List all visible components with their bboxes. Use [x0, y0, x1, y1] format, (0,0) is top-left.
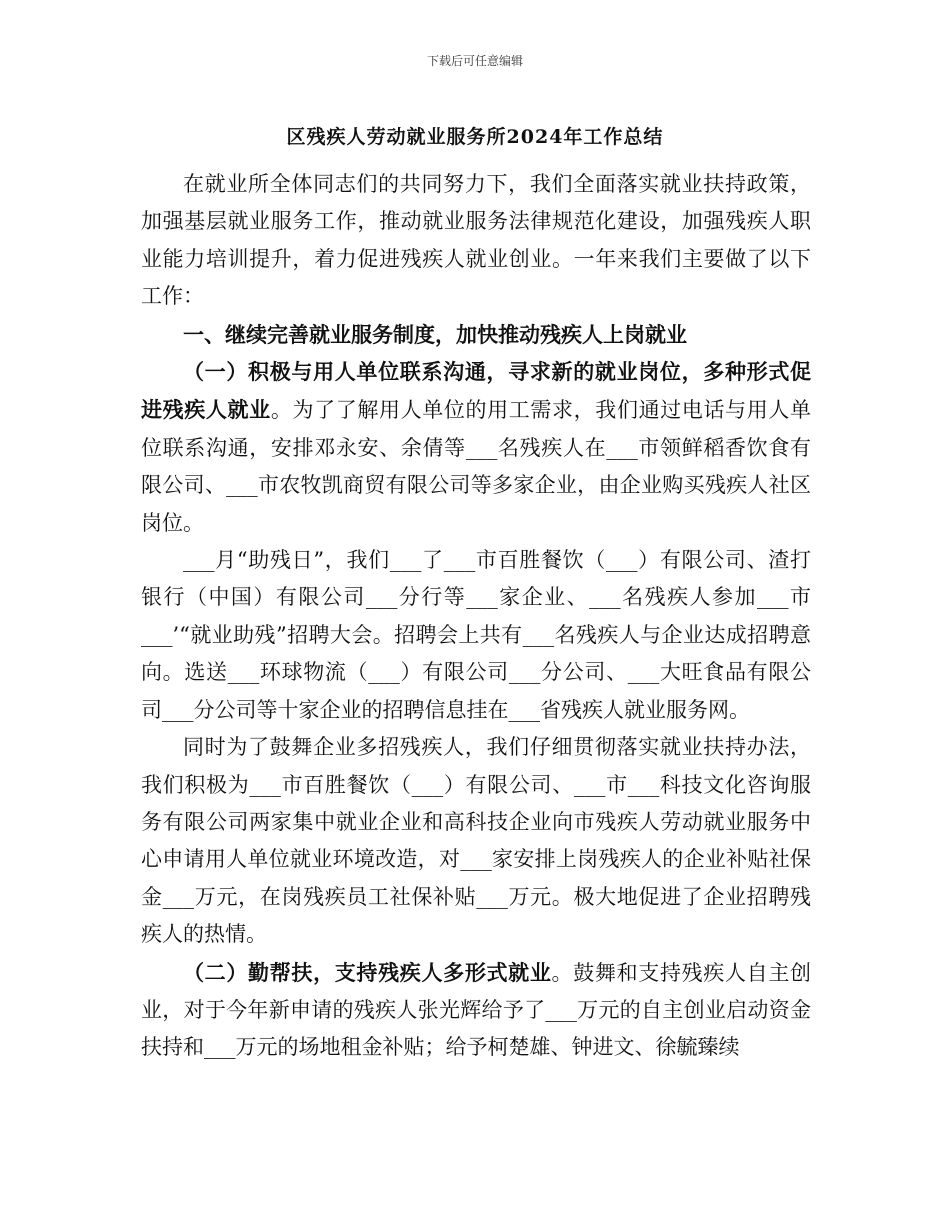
header-note: 下载后可任意编辑 — [426, 54, 523, 68]
section-heading-1: 一、继续完善就业服务制度，加快推动残疾人上岗就业 — [183, 321, 687, 347]
job-fair-paragraph: ___月“助残日”，我们___了___市百胜餐饮（___）有限公司、渣打银行（中国）有限公司___分行等___家企业、___名残疾人参加___市___’“就业助残”招聘大会。招聘会上共有___名残疾人与企业达成招聘意向。选送___环球物流（___）有限公司___分公司、___大旺食品有限公司___分公司等十家企业的招聘信息挂在___省残疾人就业服务网。 — [141, 548, 811, 722]
intro-paragraph: 在就业所全体同志们的共同努力下，我们全面落实就业扶持政策，加强基层就业服务工作，推动就业服务法律规范化建设，加强残疾人职业能力培训提升，着力促进残疾人就业创业。一年来我们主要做了以下工作： — [141, 172, 811, 309]
subsection-1-paragraph — [141, 353, 811, 542]
document-body — [141, 166, 811, 1067]
subsection-2-text: 。鼓舞和支持残疾人自主创业，对于今年新申请的残疾人张光辉给予了___万元的自主创业启动资金扶持和___万元的场地租金补贴；给予柯楚雄、钟进文、徐毓臻续 — [141, 960, 812, 1060]
subsection-2-paragraph — [141, 954, 811, 1067]
subsection-1-heading: （一）积极与用人单位联系沟通，寻求新的就业岗位，多种形式促进残疾人就业 — [141, 359, 811, 423]
document-title: 区残疾人劳动就业服务所2024年工作总结 — [286, 126, 664, 148]
subsection-2-heading: （二）勤帮扶，支持残疾人多形式就业 — [183, 959, 552, 985]
subsection-1-text: 。为了了解用人单位的用工需求，我们通过电话与用人单位联系沟通，安排邓永安、余倩等___名残疾人在___市领鲜稻香饮食有限公司、___市农牧凯商贸有限公司等多家企业，由企业购买残疾人社区岗位。 — [141, 398, 812, 535]
subsidy-paragraph: 同时为了鼓舞企业多招残疾人，我们仔细贯彻落实就业扶持办法，我们积极为___市百胜餐饮（___）有限公司、___市___科技文化咨询服务有限公司两家集中就业企业和高科技企业向市残疾人劳动就业服务中心申请用人单位就业环境改造，对___家安排上岗残疾人的企业补贴社保金___万元，在岗残疾员工社保补贴___万元。极大地促进了企业招聘残疾人的热情。 — [141, 735, 811, 947]
